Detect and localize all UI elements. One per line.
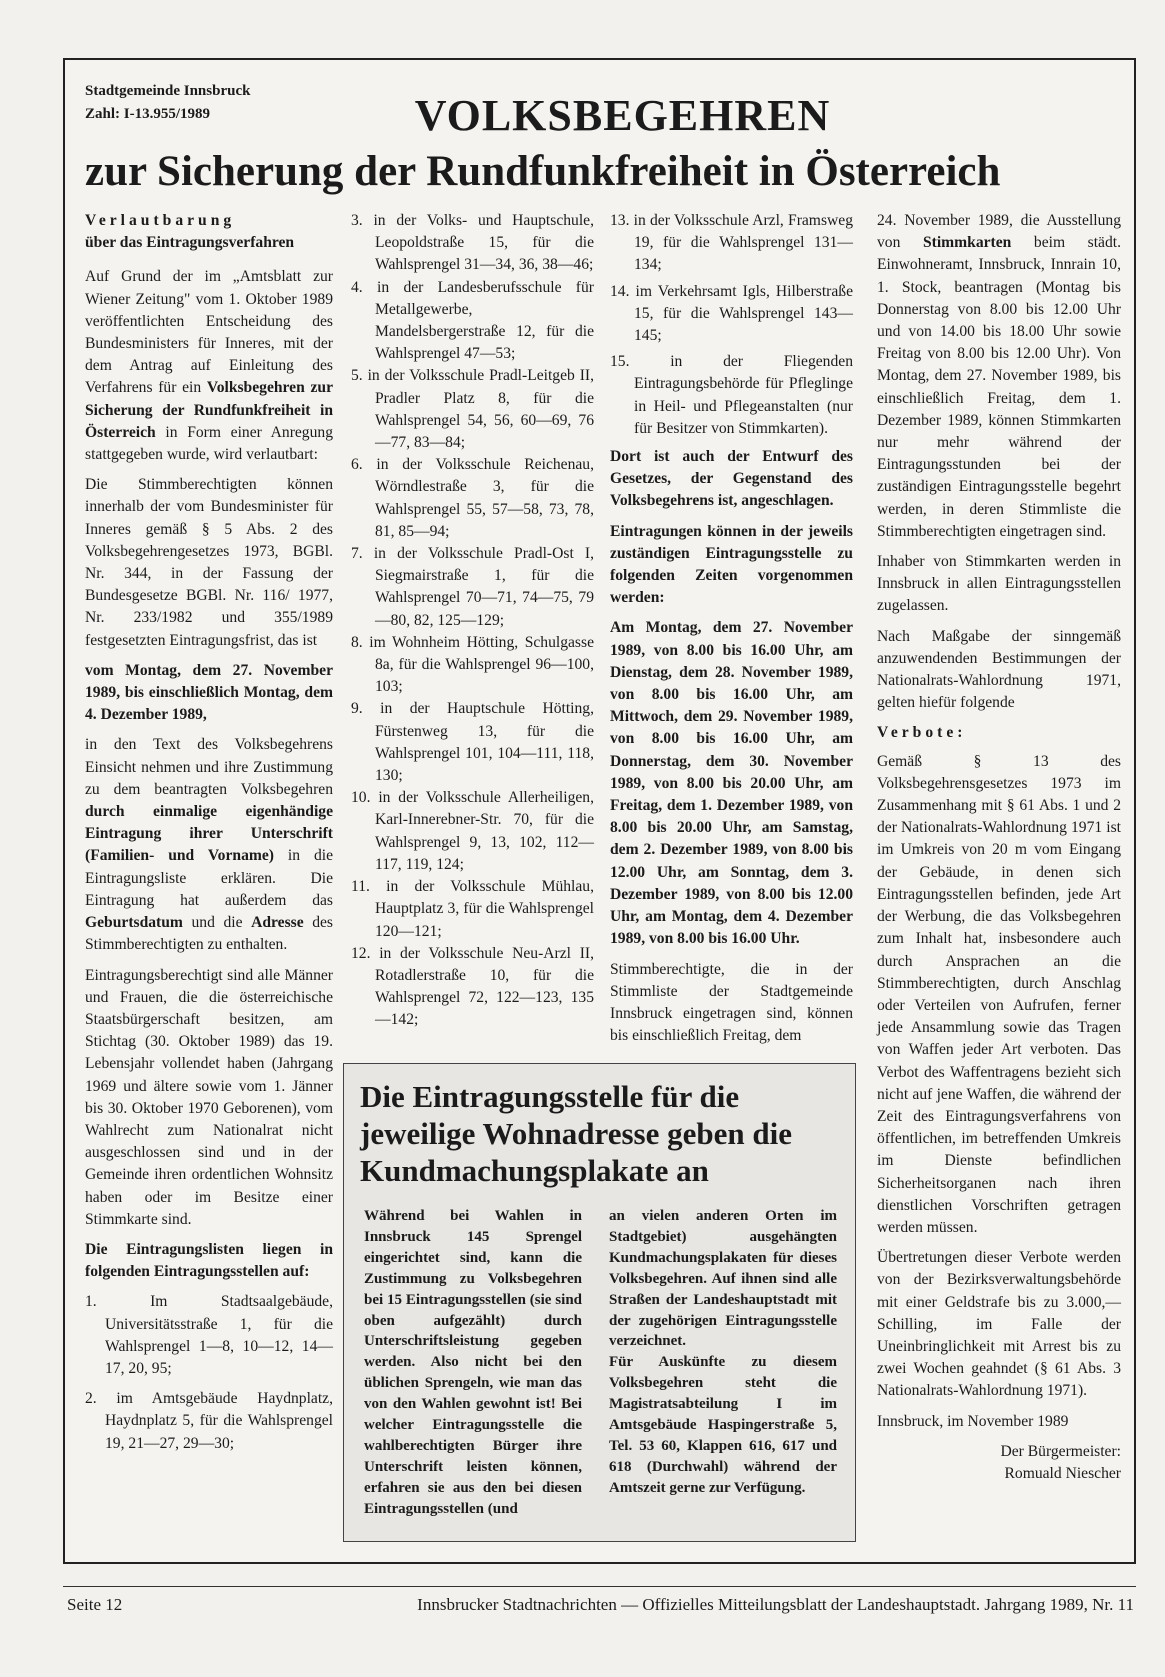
paragraph-stimmkarten-start: Stimmberechtigte, die in der Stimmliste der Stadtgemeinde Innsbruck eingetragen sind, können bis einschließlich Freitag, dem [610,960,853,1045]
paragraph-zeiten: Eintragungen können in der jeweils zuständigen Eintragungsstelle zu folgenden Zeiten vorgenommen werden: [610,522,853,607]
list-item: 4. in der Landesberufsschule für Metallgewerbe, Mandelsbergerstraße 12, für die Wahlsprengel 47—53; [351,278,594,363]
paragraph-uebertretungen: Übertretungen dieser Verbote werden von der Bezirksverwaltungsbehörde mit einer Geldstrafe bis zu 3.000,— Schilling, im Falle der Uneinbringlichkeit mit Arrest bis zu zwei Wochen geahndet (§ 61 Abs. 3 Nationalrats-Wahlordnung 1971). [877,1249,1121,1400]
list-item: 10. in der Volksschule Allerheiligen, Karl-Innerebner-Str. 70, für die Wahlsprengel 9, 13, 102, 112—117, 119, 124; [351,789,594,873]
page-number: Seite 12 [67,1595,123,1614]
list-item: 3. in der Volks- und Hauptschule, Leopoldstraße 15, für die Wahlsprengel 31—34, 36, 38—46; [351,212,594,274]
masthead [85,72,1120,195]
place-date: Innsbruck, im November 1989 [877,1412,1069,1430]
list-item: 7. in der Volksschule Pradl-Ost I, Siegmairstraße 1, für die Wahlsprengel 70—71, 74—75, 79—80, 82, 125—129; [351,545,594,629]
column-1 [85,210,333,1463]
paragraph-inhaber: Inhaber von Stimmkarten werden in Innsbruck in allen Eintragungsstellen zugelassen. [877,553,1121,615]
paragraph-frist: Die Stimmberechtigten können innerhalb der vom Bundesminister für Inneres gemäß § 5 Abs. 2 des Volksbegehrengesetzes 1973, BGBl. Nr. 344, in der Fassung der Bundesgesetze BGBl. Nr. 116/ 1977, Nr. 233/1982 und 355/1989 festgesetzten Eintragungsfrist, das ist [85,476,333,649]
list-item: 14. im Verkehrsamt Igls, Hilberstraße 15, für die Wahlsprengel 143—145; [610,282,853,345]
paragraph-schedule: Am Montag, dem 27. November 1989, von 8.00 bis 16.00 Uhr, am Dienstag, dem 28. November 1989, von 8.00 bis 16.00 Uhr, am Mittwoch, dem 29. November 1989, von 8.00 bis 16.00 Uhr, am Donnerstag, dem 30. November 1989, von 8.00 bis 20.00 Uhr, am Freitag, dem 1. Dezember 1989, von 8.00 bis 20.00 Uhr, am Samstag, dem 2. Dezember 1989, von 8.00 bis 12.00 Uhr, am Sonntag, dem 3. Dezember 1989, von 8.00 bis 12.00 Uhr, am Montag, dem 4. Dezember 1989, von 8.00 bis 16.00 Uhr. [610,619,853,948]
page-footer [63,1586,1136,1615]
section-subheading: über das Eintragungsverfahren [85,234,295,252]
publication-line: Innsbrucker Stadtnachrichten — Offizielles Mitteilungsblatt der Landeshauptstadt. Jahrgang 1989, Nr. 11 [417,1595,1134,1614]
info-box-right-text-1: an vielen anderen Orten im Stadtgebiet) ausgehängten Kundmachungsplakaten für dieses Volksbegehren. Auf ihnen sind alle Straßen der Landeshauptstadt mit der zugehörigen Eintragungsstelle verzeichnet. [609,1208,837,1350]
list-item: 12. in der Volksschule Neu-Arzl II, Rotadlerstraße 10, für die Wahlsprengel 72, 122—123, 135—142; [351,944,594,1029]
paragraph-listen: Die Eintragungslisten liegen in folgenden Eintragungsstellen auf: [85,1240,333,1281]
list-item: 8. im Wohnheim Hötting, Schulgasse 8a, für die Wahlsprengel 96—100, 103; [351,633,594,696]
info-box-left [364,1206,582,1520]
list-item: 15. in der Fliegenden Eintragungsbehörde für Pfleglinge in Heil- und Pflegeanstalten (nur für Besitzer von Stimmkarten). [610,353,853,437]
main-title: VOLKSBEGEHREN [414,91,831,140]
list-item: 6. in der Volksschule Reichenau, Wörndlestraße 3, für die Wahlsprengel 55, 57—58, 73, 78, 81, 85—94; [351,456,594,540]
reference-number: Zahl: I-13.955/1989 [85,106,211,122]
list-item: 5. in der Volksschule Pradl-Leitgeb II, Pradler Platz 8, für die Wahlsprengel 54, 56, 60—69, 76—77, 83—84; [351,367,594,452]
info-box-heading: Die Eintragungsstelle für die jeweilige Wohnadresse geben die Kundmachungsplakate an [360,1079,792,1188]
list-item: 13. in der Volksschule Arzl, Framsweg 19, für die Wahlsprengel 131—134; [610,212,853,274]
paragraph-verbote: Gemäß § 13 des Volksbegehrensgesetzes 1973 im Zusammenhang mit § 61 Abs. 1 und 2 der Nationalrats-Wahlordnung 1971 ist im Umkreis von 20 m vom Eingang der Gebäude, in denen sich Eintragungsstellen befinden, jede Art der Werbung, die das Volksbegehren zum Inhalt hat, insbesondere auch durch Ansprachen an die Stimmberechtigten, durch Anschlag oder Verteilen von Aufrufen, ferner jede Ansammlung sowie das Tragen von Waffen jeder Art verboten. Das Verbot des Waffentragens bezieht sich nicht auf jene Waffen, die während der Zeit des Eintragungsverfahrens von öffentlichen, im betreffenden Umkreis im Dienste befindlichen Sicherheitsorganen nach ihren dienstlichen Vorschriften getragen werden müssen. [877,752,1121,1236]
column-3 [610,210,853,1055]
paragraph-eintragung: in den Text des Volksbegehrens Einsicht nehmen und ihre Zustimmung zu dem beantragten Volksbegehren durch einmalige eigenhändige Eintragung ihrer Unterschrift (Familien- und Vorname) in die Eintragungsliste erklären. Die Eintragung hat außerdem das Geburtsdatum und die Adresse des Stimmberechtigten zu enthalten. [85,736,334,954]
list-item: 11. in der Volksschule Mühlau, Hauptplatz 3, für die Wahlsprengel 120—121; [351,878,594,940]
paragraph-entwurf: Dort ist auch der Entwurf des Gesetzes, der Gegenstand des Volksbegehrens ist, angeschlagen. [610,448,853,510]
main-subtitle: zur Sicherung der Rundfunkfreiheit in Österreich [85,148,1001,195]
paragraph-massgabe: Nach Maßgabe der sinngemäß anzuwendenden Bestimmungen der Nationalrats-Wahlordnung 1971, gelten hiefür folgende [877,627,1121,712]
list-item: 2. im Amtsgebäude Haydnplatz, Haydnplatz 5, für die Wahlsprengel 19, 21—27, 29—30; [85,1390,333,1452]
paragraph-berechtigt: Eintragungsberechtigt sind alle Männer und Frauen, die die österreichische Staatsbürgerschaft besitzen, am Stichtag (30. Oktober 1989) das 19. Lebensjahr vollendet haben (Jahrgang 1969 und ältere sowie vom 1. Jänner bis 30. Oktober 1970 Geborenen), vom Wahlrecht zum Nationalrat nicht ausgeschlossen sind und in der Gemeinde ihren ordentlichen Wohnsitz haben oder im Besitze einer Stimmkarte sind. [85,966,333,1228]
signature-name: Romuald Niescher [1004,1464,1121,1482]
column-2 [351,210,594,1032]
section-heading-verbote: Verbote: [877,724,967,742]
info-box-left-text: Während bei Wahlen in Innsbruck 145 Sprengel eingerichtet sind, kann die Zustimmung zu Volksbegehren bei 15 Eintragungsstellen (sie sind oben aufgezählt) durch Unterschriftsleistung gegeben werden. Also nicht bei den üblichen Sprengeln, wie man das von den Wahlen gewohnt ist! Bei welcher Eintragungsstelle die wahlberechtigten Bürger ihre Unterschrift leisten können, erfahren sie aus den bei diesen Eintragungsstellen (und [364,1208,582,1517]
paragraph-period: vom Montag, dem 27. November 1989, bis einschließlich Montag, dem 4. Dezember 1989, [85,661,333,724]
paragraph-intro: Auf Grund der im „Amtsblatt zur Wiener Zeitung" vom 1. Oktober 1989 veröffentlichten Entscheidung des Bundesministers für Inneres, mit der dem Antrag auf Einleitung des Verfahrens für ein Volksbegehren zur Sicherung der Rundfunkfreiheit in Österreich in Form einer Anregung stattgegeben wurde, wird verlautbart: [85,268,333,464]
info-box-right [609,1206,837,1499]
issuer-name: Stadtgemeinde Innsbruck [85,83,251,99]
paragraph-stimmkarten: 24. November 1989, die Ausstellung von Stimmkarten beim städt. Einwohneramt, Innsbruck, Innrain 10, 1. Stock, beantragen (Montag bis Donnerstag von 8.00 bis 12.00 Uhr und von 14.00 bis 18.00 Uhr sowie Freitag von 8.00 bis 12.00 Uhr). Von Montag, dem 27. November 1989, bis einschließlich Freitag, dem 1. Dezember 1989, können Stimmkarten nur mehr während der Eintragungsstunden bei der zuständigen Eintragungsstelle begehrt werden, in deren Stimmliste die Stimmberechtigten eingetragen sind. [877,212,1121,540]
notice-frame [63,58,1136,1564]
info-box [343,1063,856,1542]
signature-title: Der Bürgermeister: [1000,1442,1121,1460]
column-4 [877,210,1121,1485]
list-item: 1. Im Stadtsaalgebäude, Universitätsstraße 1, für die Wahlsprengel 1—8, 10—12, 14—17, 20, 95; [85,1293,333,1377]
section-heading-verlautbarung: Verlautbarung [85,212,236,229]
info-box-right-text-2: Für Auskünfte zu diesem Volksbegehren steht die Magistratsabteilung I im Amtsgebäude Haspingerstraße 5, Tel. 53 60, Klappen 616, 617 und 618 (Durchwahl) während der Amtszeit gerne zur Verfügung. [609,1354,837,1496]
list-item: 9. in der Hauptschule Hötting, Fürstenweg 13, für die Wahlsprengel 101, 104—111, 118, 130; [351,700,594,785]
